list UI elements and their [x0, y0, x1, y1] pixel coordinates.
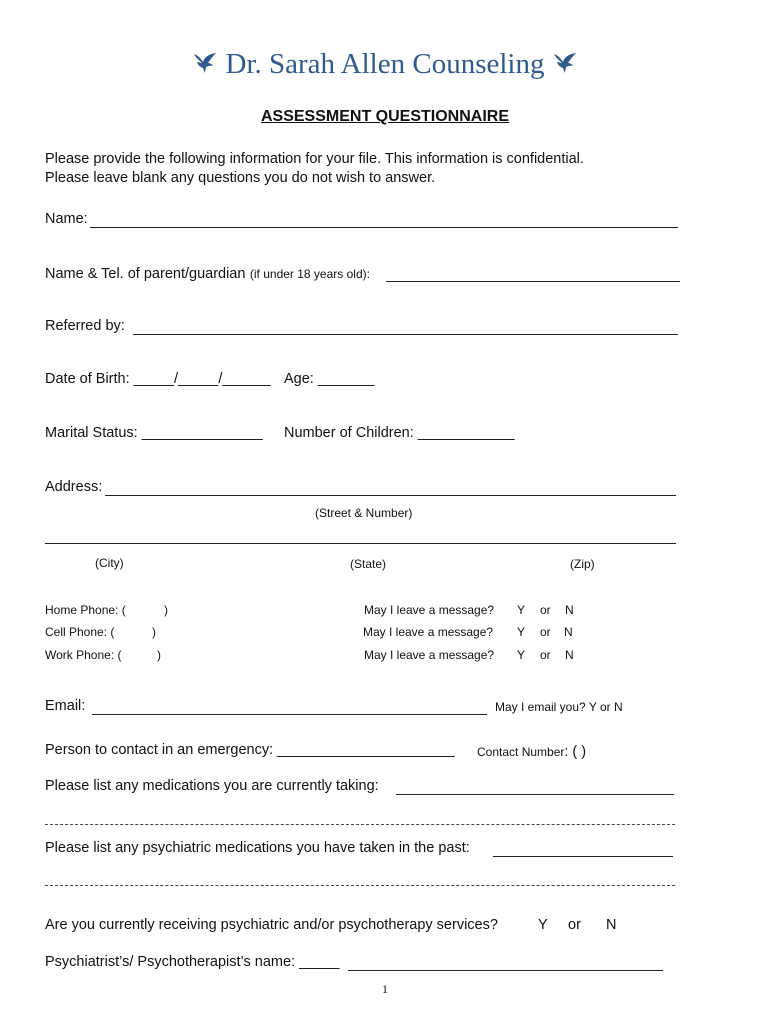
services-or: or — [568, 917, 581, 933]
work-message-or: or — [540, 648, 551, 662]
contact-number-row[interactable] — [477, 743, 586, 761]
children-field[interactable]: Number of Children: ____________ — [284, 425, 515, 441]
name-label: Name: — [45, 211, 88, 227]
psych-medications-field[interactable] — [493, 856, 673, 857]
services-question: Are you currently receiving psychiatric and/or psychotherapy services? — [45, 917, 498, 933]
email-label: Email: — [45, 698, 86, 714]
psych-medications-field-continued[interactable] — [45, 885, 675, 886]
bird-icon — [552, 50, 578, 76]
services-yes[interactable]: Y — [538, 917, 548, 933]
cell-message-no[interactable]: N — [564, 625, 573, 639]
bird-icon — [192, 50, 218, 76]
street-field[interactable] — [105, 495, 676, 496]
state-caption: (State) — [350, 557, 387, 571]
age-field[interactable]: Age: _______ — [284, 371, 375, 387]
street-caption: (Street & Number) — [315, 506, 413, 520]
therapist-label: Psychiatrist’s/ Psychotherapist’s name: _____ — [45, 954, 340, 970]
work-phone-label[interactable]: Work Phone: ( — [45, 648, 122, 662]
work-phone-close: ) — [157, 648, 161, 662]
page-number: 1 — [382, 982, 388, 996]
marital-status-field[interactable]: Marital Status: _______________ — [45, 425, 263, 441]
work-message-yes[interactable]: Y — [517, 648, 526, 662]
emergency-contact-field[interactable]: Person to contact in an emergency: ______________________ — [45, 742, 455, 758]
intro-line-2: Please leave blank any questions you do not wish to answer. — [45, 170, 436, 186]
parent-note: (if under 18 years old): — [249, 267, 370, 281]
cell-message-or: or — [540, 625, 551, 639]
referred-field[interactable] — [133, 334, 678, 335]
home-message-question: May I leave a message? — [364, 603, 495, 617]
cell-phone-label[interactable]: Cell Phone: ( — [45, 625, 115, 639]
cell-message-yes[interactable]: Y — [517, 625, 526, 639]
referred-label: Referred by: — [45, 318, 125, 334]
zip-caption: (Zip) — [570, 557, 595, 571]
medications-label: Please list any medications you are currently taking: — [45, 778, 379, 794]
city-caption: (City) — [95, 556, 124, 570]
home-message-or: or — [540, 603, 551, 617]
cell-phone-close: ) — [152, 625, 156, 639]
parent-label-row — [45, 265, 370, 283]
therapist-field[interactable] — [348, 970, 663, 971]
medications-field[interactable] — [396, 794, 674, 795]
city-state-zip-field[interactable] — [45, 543, 676, 544]
parent-field[interactable] — [386, 281, 680, 282]
intro-line-1: Please provide the following information for your file. This information is confidential. — [45, 151, 584, 167]
contact-number-paren: : ( ) — [564, 744, 587, 760]
email-field[interactable] — [92, 714, 487, 715]
parent-label: Name & Tel. of parent/guardian — [45, 266, 246, 282]
address-label: Address: — [45, 479, 103, 495]
medications-field-continued[interactable] — [45, 824, 675, 825]
contact-number-label: Contact Number — [477, 745, 565, 759]
home-message-yes[interactable]: Y — [517, 603, 526, 617]
home-phone-close: ) — [164, 603, 168, 617]
name-field[interactable] — [90, 227, 678, 228]
home-message-no[interactable]: N — [565, 603, 574, 617]
work-message-question: May I leave a message? — [364, 648, 495, 662]
practice-name: Dr. Sarah Allen Counseling — [225, 48, 545, 80]
cell-message-question: May I leave a message? — [363, 625, 494, 639]
home-phone-label[interactable]: Home Phone: ( — [45, 603, 126, 617]
email-permission-question[interactable]: May I email you? Y or N — [495, 700, 623, 714]
form-heading: ASSESSMENT QUESTIONNAIRE — [260, 108, 510, 125]
work-message-no[interactable]: N — [565, 648, 574, 662]
practice-title — [0, 48, 770, 81]
psych-medications-label: Please list any psychiatric medications you have taken in the past: — [45, 840, 470, 856]
dob-field[interactable]: Date of Birth: _____/_____/______ — [45, 371, 271, 387]
services-no[interactable]: N — [606, 917, 617, 933]
